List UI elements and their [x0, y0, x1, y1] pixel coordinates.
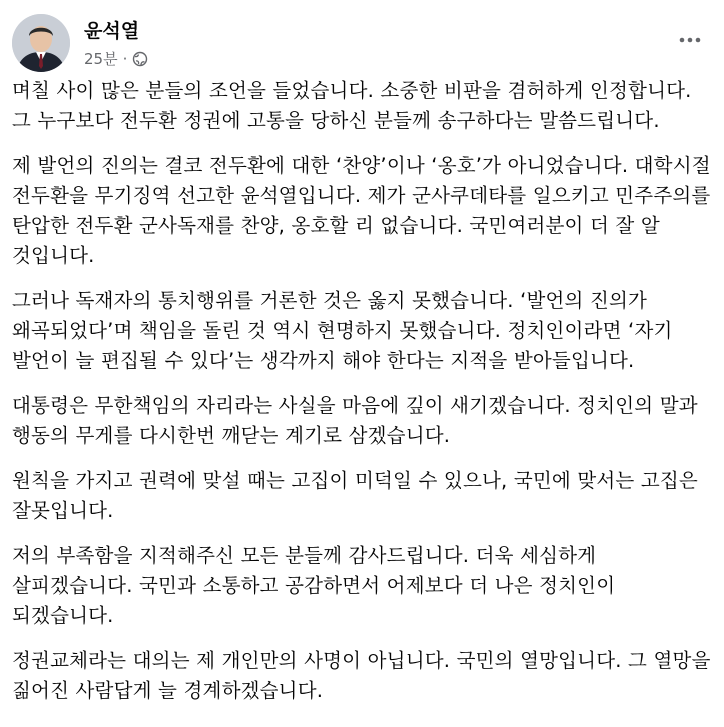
- author-name[interactable]: 윤석열: [84, 20, 140, 42]
- post-meta: [84, 48, 148, 69]
- globe-icon[interactable]: [132, 51, 148, 67]
- avatar[interactable]: [12, 14, 70, 72]
- post-header: [12, 10, 712, 72]
- more-horizontal-icon: [679, 37, 701, 43]
- more-options-button[interactable]: [672, 22, 708, 58]
- meta-separator: ·: [122, 49, 128, 68]
- post-body: [12, 76, 714, 721]
- post-paragraph-7: 정권교체라는 대의는 제 개인만의 사명이 아닙니다. 국민의 열망입니다. 그 열망을 짊어진 사람답게 늘 경계하겠습니다.: [12, 649, 711, 702]
- post-paragraph-5: 원칙을 가지고 권력에 맞설 때는 고집이 미덕일 수 있으나, 국민에 맞서는 고집은 잘못입니다.: [12, 469, 698, 522]
- post-paragraph-2: 제 발언의 진의는 결코 전두환에 대한 ‘찬양’이나 ‘옹호’가 아니었습니다. 대학시절 전두환을 무기징역 선고한 윤석열입니다. 제가 군사쿠데타를 일으키고 민주주의를 탄압한 전두환 군사독재를 찬양, 옹호할 리 없습니다. 국민여러분이 더 잘 알 것입니다.: [12, 154, 711, 267]
- post-timestamp[interactable]: 25분: [84, 50, 118, 68]
- post-paragraph-3: 그러나 독재자의 통치행위를 거론한 것은 옳지 못했습니다. ‘발언의 진의가 왜곡되었다’며 책임을 돌린 것 역시 현명하지 못했습니다. 정치인이라면 ‘자기 발언이 늘 편집될 수 있다’는 생각까지 해야 한다는 지적을 받아들입니다.: [12, 289, 673, 372]
- post-paragraph-4: 대통령은 무한책임의 자리라는 사실을 마음에 깊이 새기겠습니다. 정치인의 말과 행동의 무게를 다시한번 깨닫는 계기로 삼겠습니다.: [12, 394, 698, 447]
- post-paragraph-1: 며칠 사이 많은 분들의 조언을 들었습니다. 소중한 비판을 겸허하게 인정합니다. 그 누구보다 전두환 정권에 고통을 당하신 분들께 송구하다는 말씀드립니다.: [12, 79, 692, 132]
- post-paragraph-6: 저의 부족함을 지적해주신 모든 분들께 감사드립니다. 더욱 세심하게 살피겠습니다. 국민과 소통하고 공감하면서 어제보다 더 나은 정치인이 되겠습니다.: [12, 544, 616, 627]
- avatar-portrait-image: [12, 14, 70, 72]
